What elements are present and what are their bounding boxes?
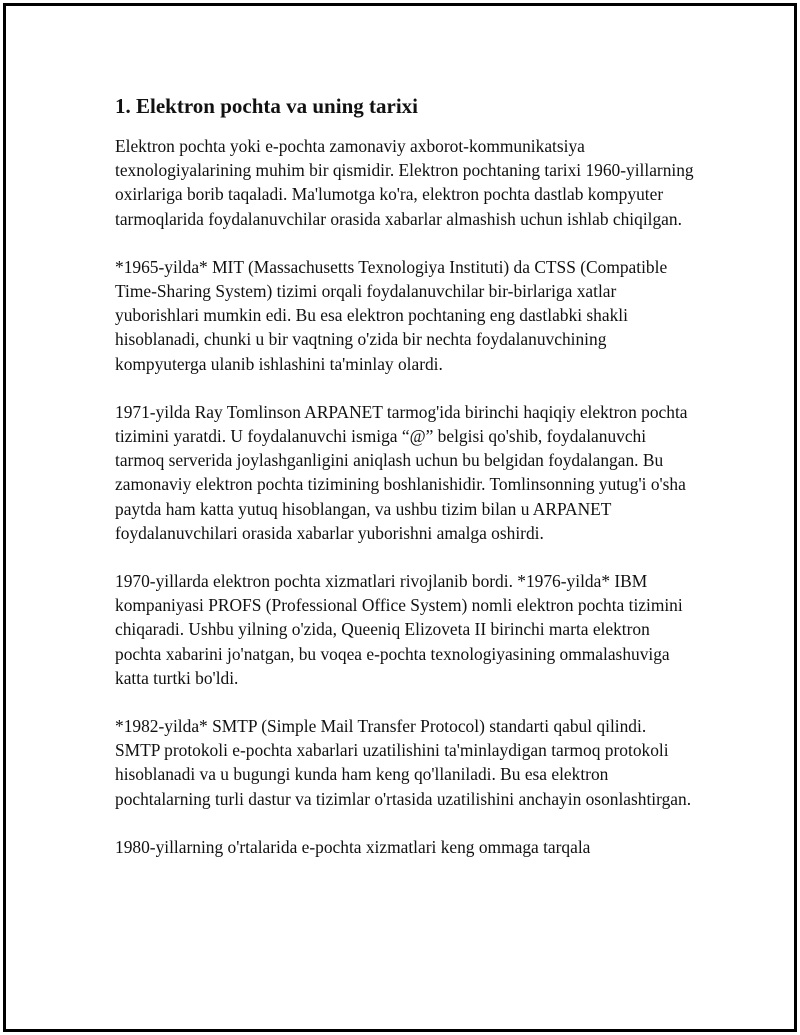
document-body (115, 93, 695, 883)
section-heading: 1. Elektron pochta va uning tarixi (115, 94, 418, 118)
paragraph-1965: *1965-yilda* MIT (Massachusetts Texnologiya Instituti) da CTSS (Compatible Time-Sharing System) tizimi orqali foydalanuvchilar bir-birlariga xatlar yuborishlari mumkin edi. Bu esa elektron pochtaning eng dastlabki shakli hisoblanadi, chunki u bir vaqtning o'zida bir nechta foydalanuvchining kompyuterga ulanib ishlashini ta'minlay olardi. (115, 256, 668, 374)
paragraph-intro: Elektron pochta yoki e-pochta zamonaviy axborot-kommunikatsiya texnologiyalarining muhim bir qismidir. Elektron pochtaning tarixi 1960-yillarning oxirlariga borib taqaladi. Ma'lumotga ko'ra, elektron pochta dastlab kompyuter tarmoqlarida foydalanuvchilar orasida xabarlar almashish uchun ishlab chiqilgan. (115, 136, 694, 229)
paragraph-1971: 1971-yilda Ray Tomlinson ARPANET tarmog'ida birinchi haqiqiy elektron pochta tizimini yaratdi. U foydalanuvchi ismiga “@” belgisi qo'shib, foydalanuvchi tarmoq serverida joylashganligini aniqlash uchun bu belgidan foydalangan. Bu zamonaviy elektron pochta tizimining boshlanishidir. Tomlinsonning yutug'i o'sha paytda ham katta yutuq hisoblangan, va ushbu tizim bilan u ARPANET foydalanuvchilari orasida xabarlar yuborishni amalga oshirdi. (115, 401, 688, 543)
paragraph-1982: *1982-yilda* SMTP (Simple Mail Transfer Protocol) standarti qabul qilindi. SMTP protokoli e-pochta xabarlari uzatilishini ta'minlaydigan tarmoq protokoli hisoblanadi va u bugungi kunda ham keng qo'llaniladi. Bu esa elektron pochtalarning turli dastur va tizimlar o'rtasida uzatilishini anchayin osonlashtirgan. (115, 716, 692, 809)
paragraph-1980s: 1980-yillarning o'rtalarida e-pochta xizmatlari keng ommaga tarqala (115, 836, 591, 857)
paragraph-1970s: 1970-yillarda elektron pochta xizmatlari rivojlanib bordi. *1976-yilda* IBM kompaniyasi PROFS (Professional Office System) nomli elektron pochta tizimini chiqaradi. Ushbu yilning o'zida, Queeniq Elizoveta II birinchi marta elektron pochta xabarini jo'natgan, bu voqea e-pochta texnologiyasining ommalashuviga katta turtki bo'ldi. (115, 571, 683, 688)
